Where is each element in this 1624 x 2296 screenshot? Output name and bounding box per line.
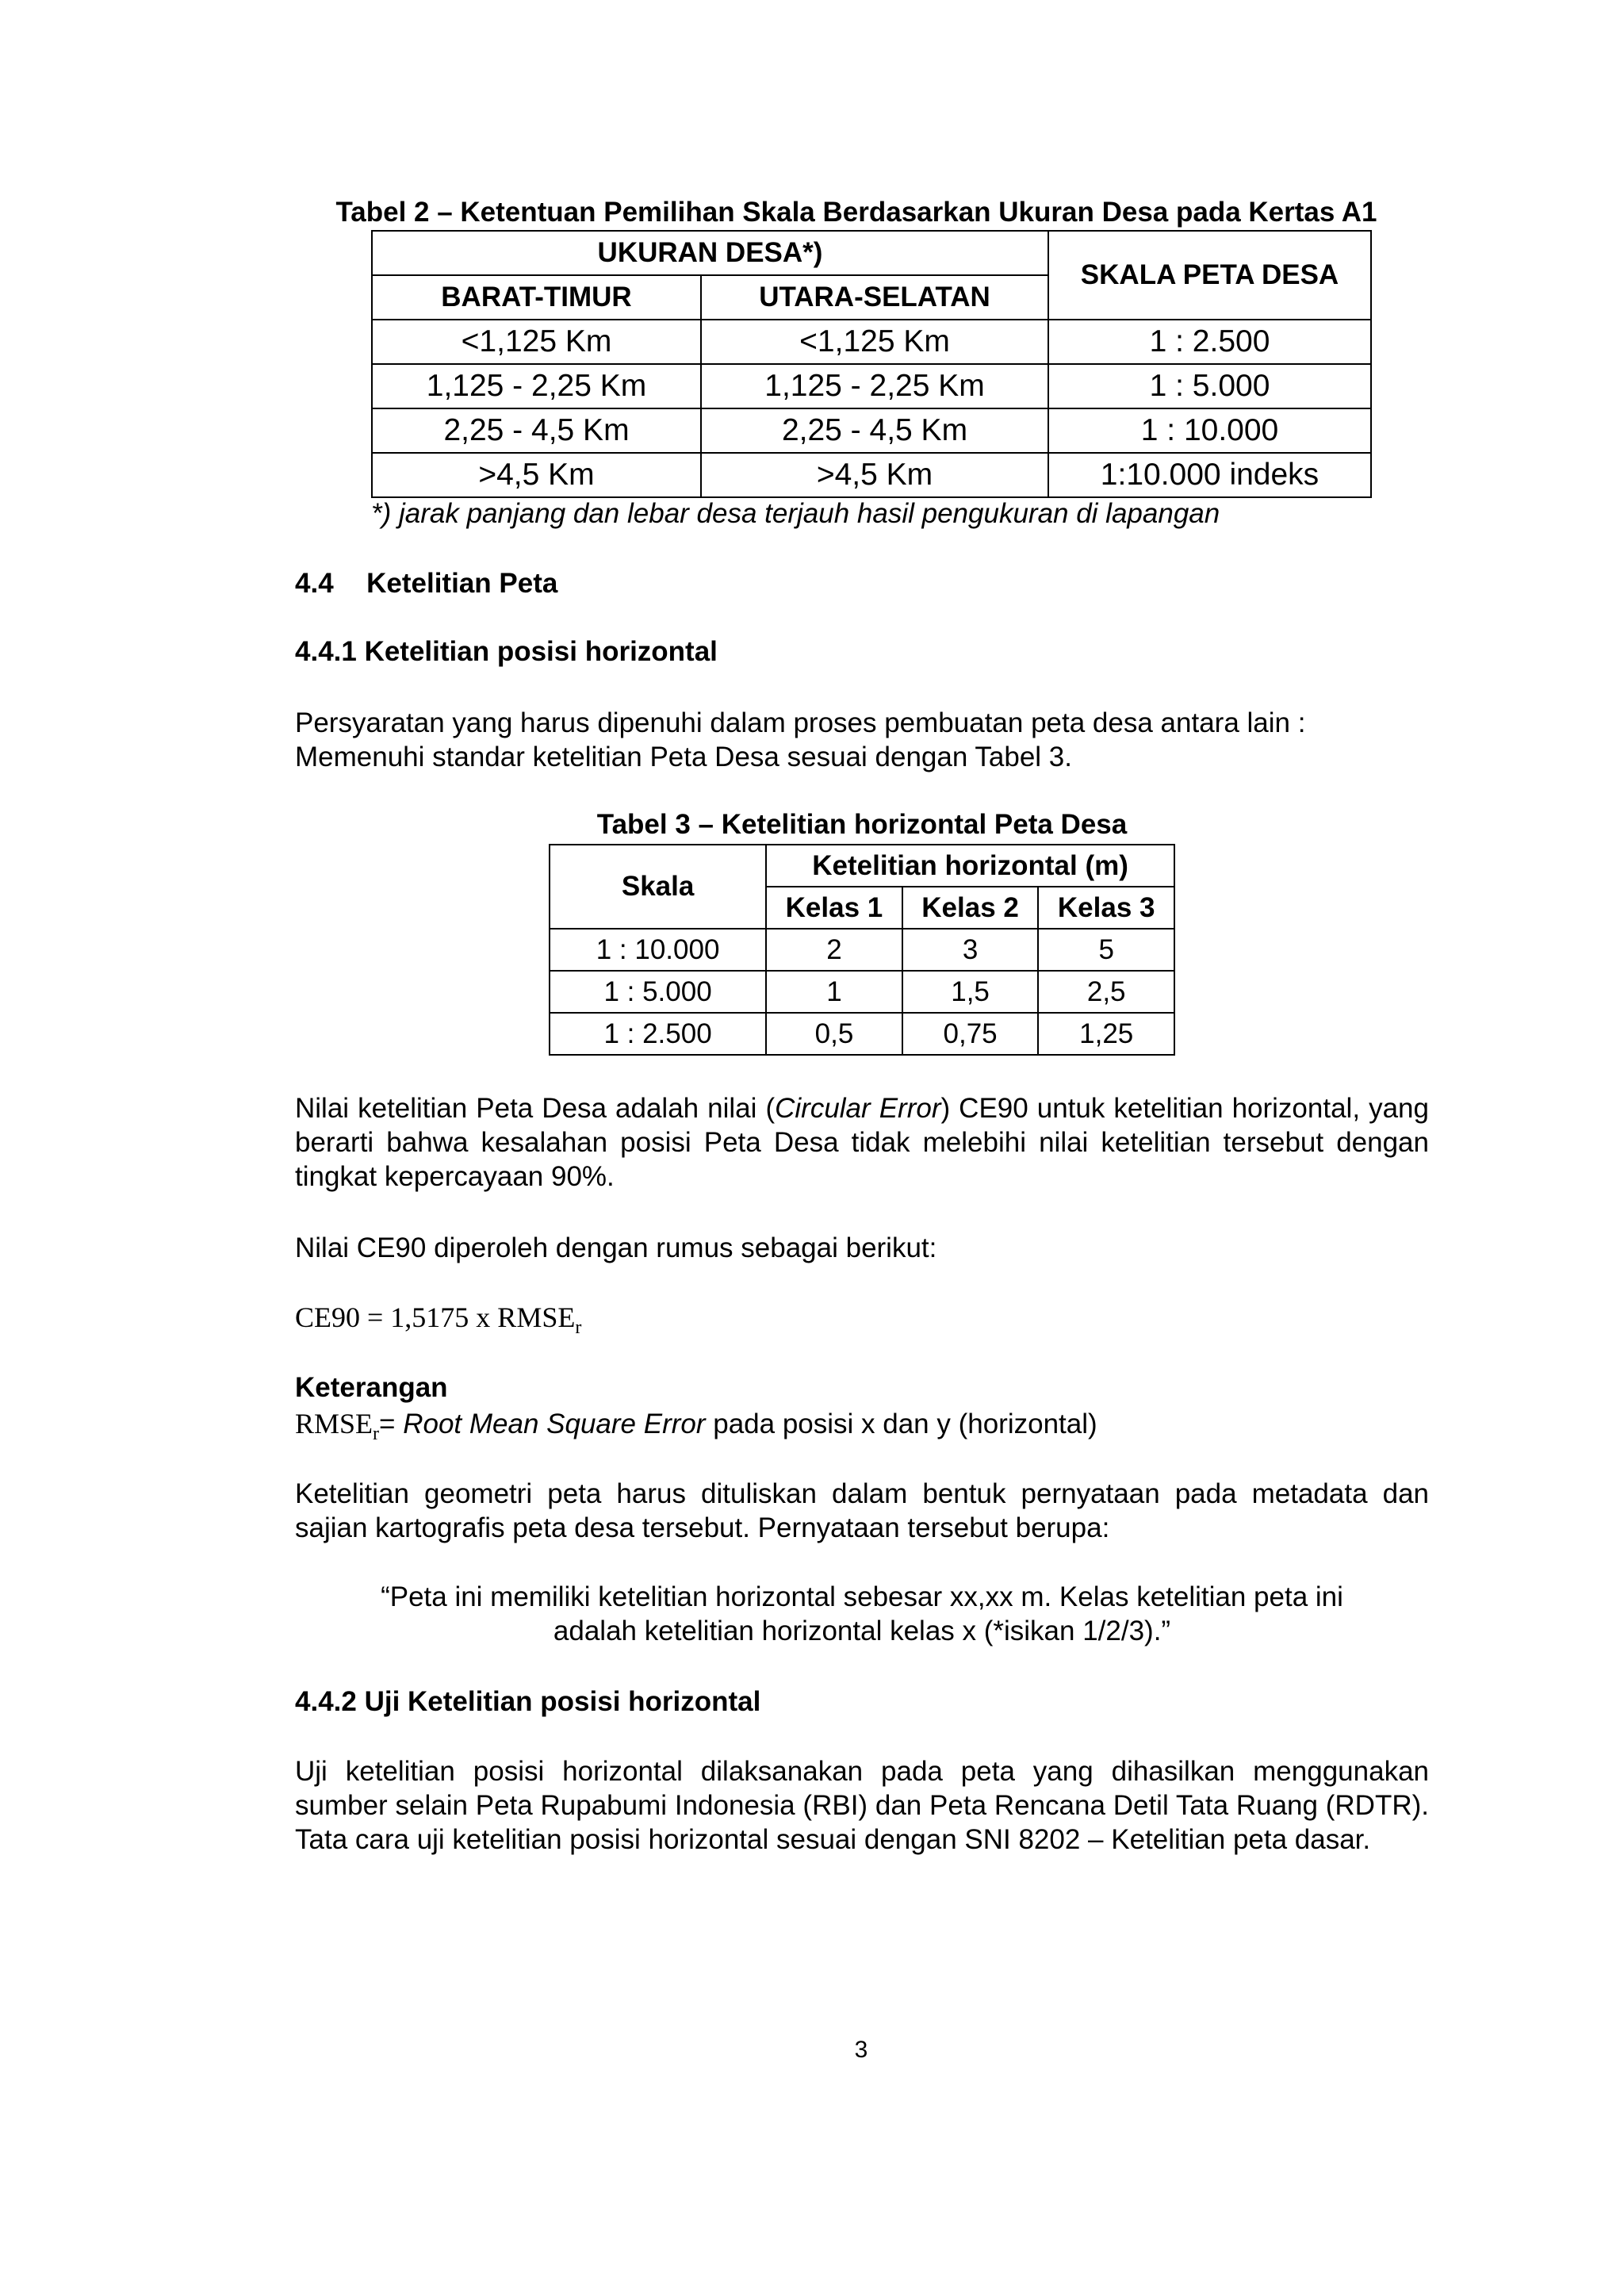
paragraph — [295, 706, 1429, 774]
page-number: 3 — [854, 2037, 868, 2063]
table3-cell: 1 : 5.000 — [550, 971, 766, 1013]
table2-cell: <1,125 Km — [701, 320, 1048, 364]
table-row — [550, 971, 1174, 1013]
paragraph: Uji ketelitian posisi horizontal dilaksanakan pada peta yang dihasilkan menggunakan sumber selain Peta Rupabumi Indonesia (RBI) dan Peta Rencana Detil Tata Ruang (RDTR). Tata cara uji ketelitian posisi horizontal sesuai dengan SNI 8202 – Ketelitian peta dasar. — [295, 1756, 1429, 1855]
table3-cell: 2 — [766, 929, 902, 971]
rmse-definition: Root Mean Square Error — [403, 1409, 706, 1439]
formula-subscript: r — [575, 1317, 582, 1339]
ce90-formula — [295, 1301, 581, 1339]
table3-cell: 1,25 — [1038, 1013, 1174, 1055]
table3-class-header: Kelas 1 — [766, 887, 902, 929]
paragraph-line: Persyaratan yang harus dipenuhi dalam proses pembuatan peta desa antara lain : — [295, 707, 1306, 738]
table3-class-header: Kelas 3 — [1038, 887, 1174, 929]
table2-footnote: *) jarak panjang dan lebar desa terjauh hasil pengukuran di lapangan — [371, 498, 1220, 529]
equals-sign: = — [379, 1409, 404, 1439]
table-row — [372, 320, 1371, 364]
table2-col-header: BARAT-TIMUR — [372, 275, 701, 320]
table3-cell: 1 — [766, 971, 902, 1013]
table2-group-header: UKURAN DESA*) — [372, 231, 1048, 275]
table-row — [550, 929, 1174, 971]
table3-cell: 1 : 10.000 — [550, 929, 766, 971]
table-row — [372, 453, 1371, 497]
section-heading-4-4-2: 4.4.2 Uji Ketelitian posisi horizontal — [295, 1686, 761, 1717]
section-heading-4-4-1: 4.4.1 Ketelitian posisi horizontal — [295, 636, 718, 667]
table3-caption: Tabel 3 – Ketelitian horizontal Peta Desa — [596, 809, 1128, 840]
table2-cell: 1:10.000 indeks — [1048, 453, 1371, 497]
table3-group-header: Ketelitian horizontal (m) — [766, 845, 1174, 887]
paragraph — [295, 1091, 1429, 1194]
table2-cell: 1 : 10.000 — [1048, 408, 1371, 453]
table2-cell: <1,125 Km — [372, 320, 701, 364]
table3-cell: 1 : 2.500 — [550, 1013, 766, 1055]
table2-cell: >4,5 Km — [372, 453, 701, 497]
table2-cell: 1,125 - 2,25 Km — [372, 364, 701, 408]
table3-cell: 1,5 — [902, 971, 1039, 1013]
table3-cell: 5 — [1038, 929, 1174, 971]
statement-quote — [295, 1580, 1429, 1648]
table-row — [372, 364, 1371, 408]
rmse-symbol: $RMSE_r$ — [295, 1408, 380, 1445]
table2-scale-header: SKALA PETA DESA — [1048, 231, 1371, 320]
quote-line: “Peta ini memiliki ketelitian horizontal sebesar xx,xx m. Kelas ketelitian peta ini — [381, 1581, 1343, 1612]
table2-cell: 2,25 - 4,5 Km — [372, 408, 701, 453]
table3-class-header: Kelas 2 — [902, 887, 1039, 929]
paragraph-text: ) CE90 untuk ketelitian horizontal, yang berarti bahwa kesalahan posisi Peta Desa tidak melebihi nilai ketelitian tersebut dengan tingkat kepercayaan 90%. — [295, 1093, 1429, 1192]
keterangan-rest: pada posisi x dan y (horizontal) — [705, 1409, 1097, 1439]
table2-cell: 1 : 2.500 — [1048, 320, 1371, 364]
section-title: Ketelitian Peta — [366, 568, 558, 599]
keterangan-line — [295, 1407, 1429, 1451]
table3-skala-header: Skala — [550, 845, 766, 929]
table2-cell: 1,125 - 2,25 Km — [701, 364, 1048, 408]
paragraph: Ketelitian geometri peta harus dituliskan dalam bentuk pernyataan pada metadata dan sajian kartografis peta desa tersebut. Pernyataan tersebut berupa: — [295, 1478, 1429, 1543]
table-row — [372, 408, 1371, 453]
section-heading-4-4 — [295, 568, 557, 600]
table2-caption: Tabel 2 – Ketentuan Pemilihan Skala Berdasarkan Ukuran Desa pada Kertas A1 — [335, 197, 1377, 228]
table3-cell: 2,5 — [1038, 971, 1174, 1013]
table2-cell: >4,5 Km — [701, 453, 1048, 497]
table3-cell: 3 — [902, 929, 1039, 971]
table3-cell: 0,75 — [902, 1013, 1039, 1055]
table2-col-header: UTARA-SELATAN — [701, 275, 1048, 320]
table2-cell: 1 : 5.000 — [1048, 364, 1371, 408]
table-row — [550, 1013, 1174, 1055]
table2 — [371, 230, 1372, 498]
paragraph-italic: Circular Error — [775, 1093, 941, 1124]
paragraph-text: Nilai ketelitian Peta Desa adalah nilai ( — [295, 1093, 776, 1124]
paragraph: Nilai CE90 diperoleh dengan rumus sebagai berikut: — [295, 1232, 937, 1263]
quote-line: adalah ketelitian horizontal kelas x (*isikan 1/2/3).” — [553, 1616, 1171, 1646]
table2-cell: 2,25 - 4,5 Km — [701, 408, 1048, 453]
section-number: 4.4 — [295, 568, 334, 599]
table3-cell: 0,5 — [766, 1013, 902, 1055]
keterangan-title: Keterangan — [295, 1372, 448, 1403]
paragraph-line: Memenuhi standar ketelitian Peta Desa sesuai dengan Tabel 3. — [295, 742, 1072, 772]
table3 — [549, 844, 1175, 1056]
formula-text: CE90 = 1,5175 x RMSE — [295, 1301, 576, 1333]
